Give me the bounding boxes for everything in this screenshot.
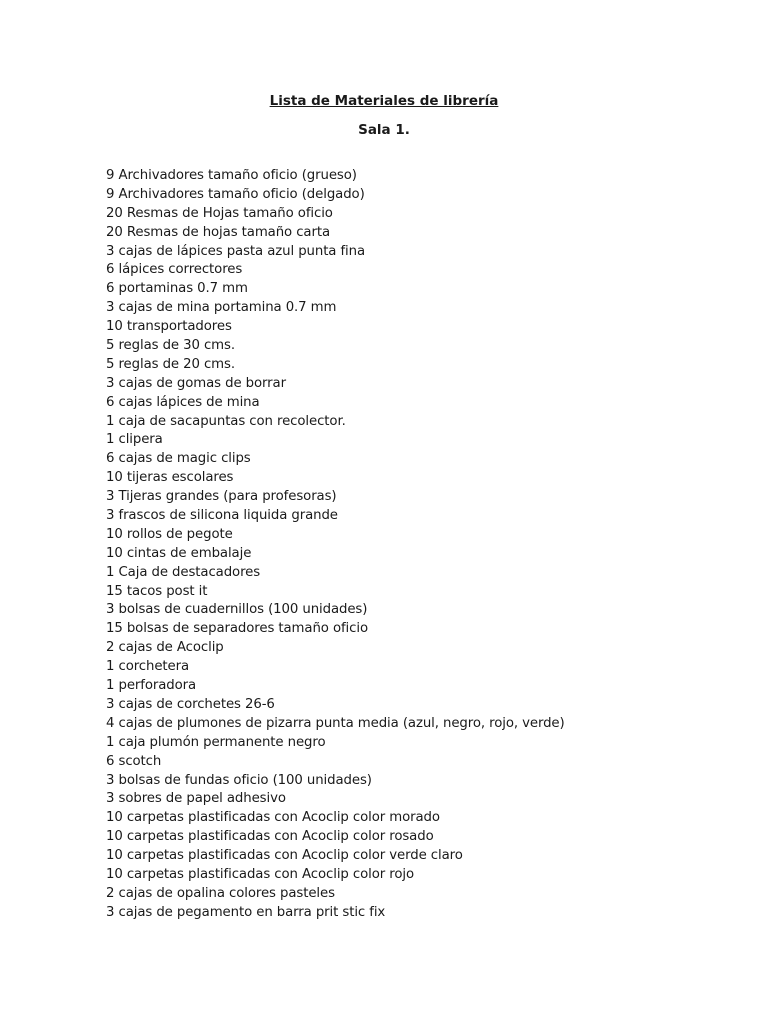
list-item: 15 tacos post it bbox=[106, 583, 208, 599]
list-item: 1 perforadora bbox=[106, 678, 197, 694]
list-item: 9 Archivadores tamaño oficio (grueso) bbox=[106, 168, 357, 183]
list-item: 2 cajas de Acoclip bbox=[106, 640, 224, 656]
list-item: 3 cajas de pegamento en barra prit stic fix bbox=[106, 904, 386, 920]
list-item: 5 reglas de 30 cms. bbox=[106, 338, 235, 354]
list-item: 6 portaminas 0.7 mm bbox=[106, 281, 248, 297]
list-item: 10 carpetas plastificadas con Acoclip color morado bbox=[106, 810, 440, 826]
list-item: 1 corchetera bbox=[106, 659, 190, 675]
list-item: 10 tijeras escolares bbox=[106, 470, 234, 486]
list-item: 6 lápices correctores bbox=[106, 262, 243, 278]
list-item: 10 carpetas plastificadas con Acoclip color rojo bbox=[106, 866, 414, 882]
list-item: 3 cajas de gomas de borrar bbox=[106, 375, 286, 391]
list-item: 20 Resmas de hojas tamaño carta bbox=[106, 224, 330, 240]
document-title: Lista de Materiales de librería bbox=[269, 93, 499, 109]
list-item: 2 cajas de opalina colores pasteles bbox=[106, 885, 335, 901]
list-item: 3 bolsas de cuadernillos (100 unidades) bbox=[106, 602, 368, 618]
list-item: 5 reglas de 20 cms. bbox=[106, 356, 235, 372]
list-item: 3 Tijeras grandes (para profesoras) bbox=[106, 489, 337, 505]
list-item: 20 Resmas de Hojas tamaño oficio bbox=[106, 205, 333, 221]
list-item: 3 frascos de silicona liquida grande bbox=[106, 508, 338, 524]
list-item: 1 clipera bbox=[106, 432, 163, 448]
list-item: 10 carpetas plastificadas con Acoclip color verde claro bbox=[106, 848, 463, 864]
list-item: 15 bolsas de separadores tamaño oficio bbox=[106, 621, 368, 637]
list-item: 3 cajas de lápices pasta azul punta fina bbox=[106, 243, 366, 259]
list-item: 6 cajas de magic clips bbox=[106, 451, 251, 467]
materials-list bbox=[106, 167, 565, 923]
list-item: 10 transportadores bbox=[106, 319, 232, 335]
list-item: 10 carpetas plastificadas con Acoclip color rosado bbox=[106, 829, 434, 845]
list-item: 10 cintas de embalaje bbox=[106, 545, 252, 561]
list-item: 3 sobres de papel adhesivo bbox=[106, 791, 286, 807]
list-item: 3 cajas de corchetes 26-6 bbox=[106, 696, 275, 712]
list-item: 1 Caja de destacadores bbox=[106, 564, 261, 580]
list-item: 1 caja de sacapuntas con recolector. bbox=[106, 413, 346, 429]
list-item: 3 cajas de mina portamina 0.7 mm bbox=[106, 300, 337, 316]
list-item: 4 cajas de plumones de pizarra punta media (azul, negro, rojo, verde) bbox=[106, 715, 565, 731]
list-item: 10 rollos de pegote bbox=[106, 526, 233, 542]
list-item: 9 Archivadores tamaño oficio (delgado) bbox=[106, 186, 365, 202]
list-item: 3 bolsas de fundas oficio (100 unidades) bbox=[106, 772, 372, 788]
document-subtitle: Sala 1. bbox=[358, 122, 410, 138]
list-item: 6 cajas lápices de mina bbox=[106, 394, 260, 410]
list-item: 6 scotch bbox=[106, 753, 162, 769]
list-item: 1 caja plumón permanente negro bbox=[106, 734, 326, 750]
